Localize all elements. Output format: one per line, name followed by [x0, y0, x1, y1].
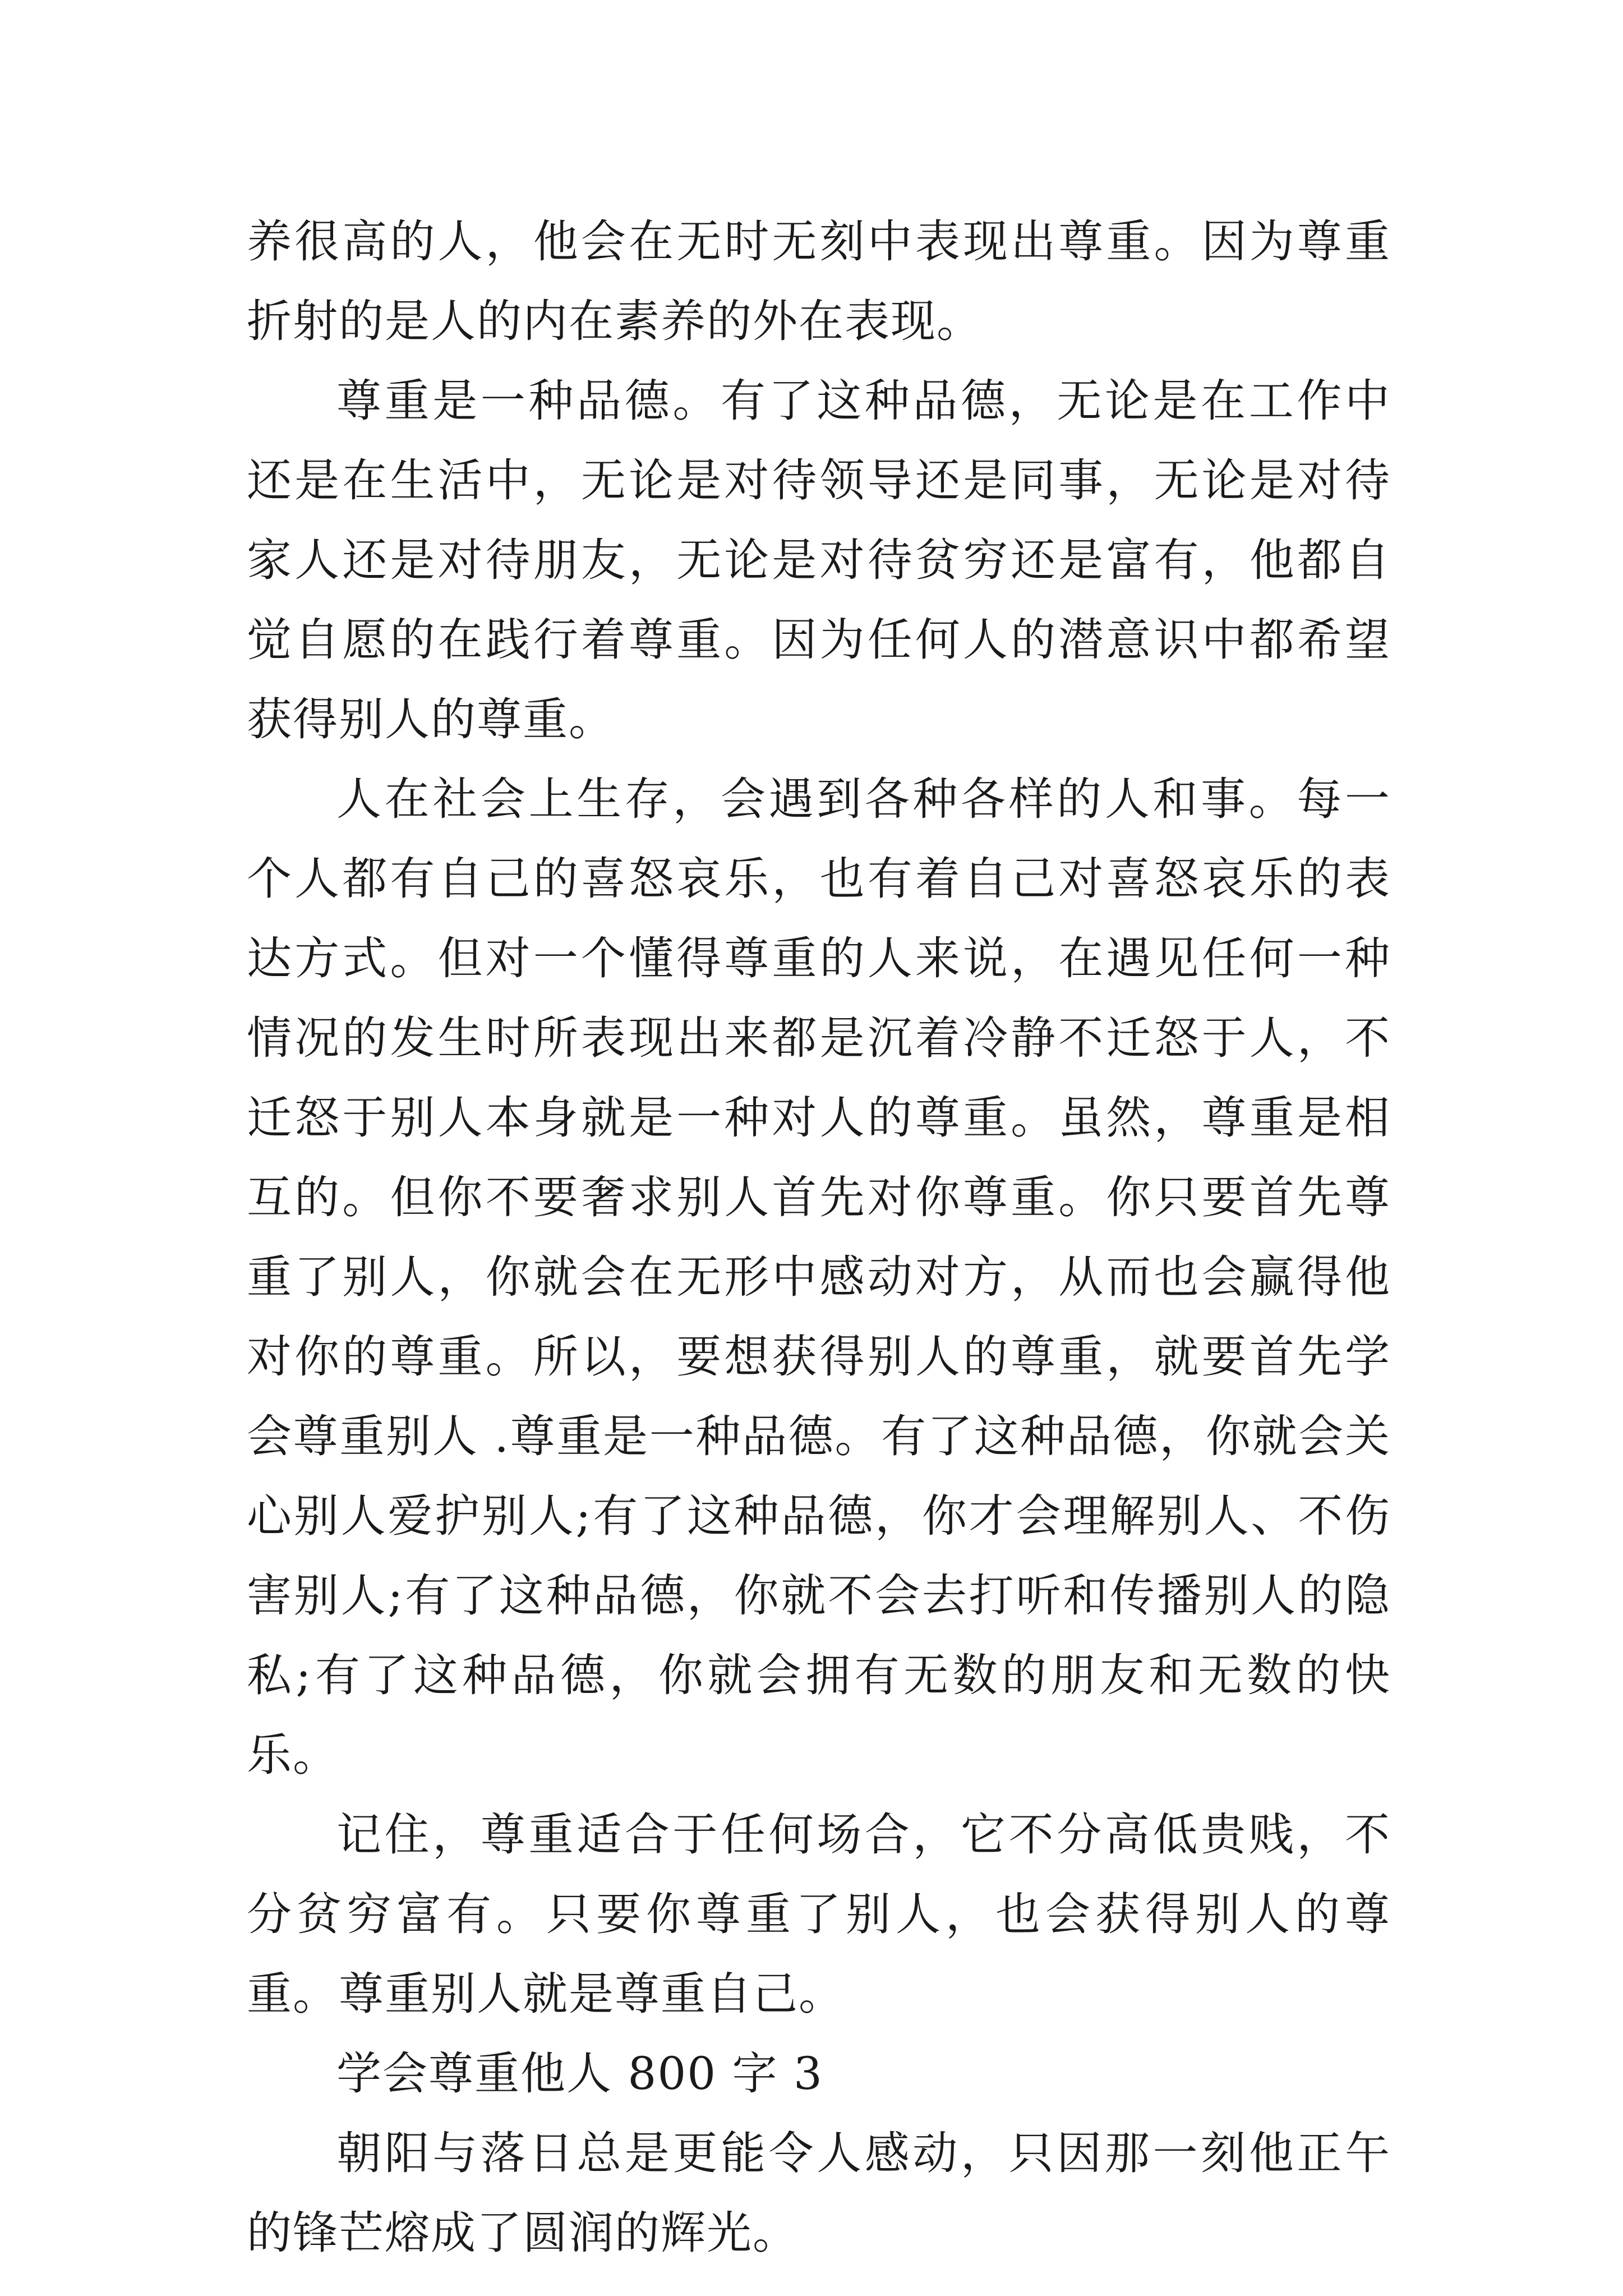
paragraph-society: 人在社会上生存，会遇到各种各样的人和事。每一个人都有自己的喜怒哀乐，也有着自己对喜怒哀乐的表达方式。但对一个懂得尊重的人来说，在遇见任何一种情况的发生时所表现出来都是沉着冷静不迁怒于人，不迁怒于别人本身就是一种对人的尊重。虽然，尊重是相互的。但你不要奢求别人首先对你尊重。你只要首先尊重了别人，你就会在无形中感动对方，从而也会赢得他对你的尊重。所以，要想获得别人的尊重，就要首先学会尊重别人 .尊重是一种品德。有了这种品德，你就会关心别人爱护别人;有了这种品德，你才会理解别人、不伤害别人;有了这种品德，你就不会去打听和传播别人的隐私;有了这种品德，你就会拥有无数的朋友和无数的快乐。 — [247, 773, 1391, 1781]
paragraph-remember: 记住，尊重适合于任何场合，它不分高低贵贱，不分贫穷富有。只要你尊重了别人，也会获得别人的尊重。尊重别人就是尊重自己。 — [247, 1809, 1391, 2020]
document-body — [247, 202, 1391, 2273]
paragraph-sunrise: 朝阳与落日总是更能令人感动，只因那一刻他正午的锋芒熔成了圆润的辉光。 — [247, 2127, 1391, 2259]
section-heading: 学会尊重他人 800 字 3 — [336, 2047, 823, 2100]
paragraph-respect-virtue: 尊重是一种品德。有了这种品德，无论是在工作中还是在生活中，无论是对待领导还是同事，无论是对待家人还是对待朋友，无论是对待贫穷还是富有，他都自觉自愿的在践行着尊重。因为任何人的潜意识中都希望获得别人的尊重。 — [247, 375, 1391, 746]
paragraph-continued: 养很高的人，他会在无时无刻中表现出尊重。因为尊重折射的是人的内在素养的外在表现。 — [247, 215, 1391, 347]
